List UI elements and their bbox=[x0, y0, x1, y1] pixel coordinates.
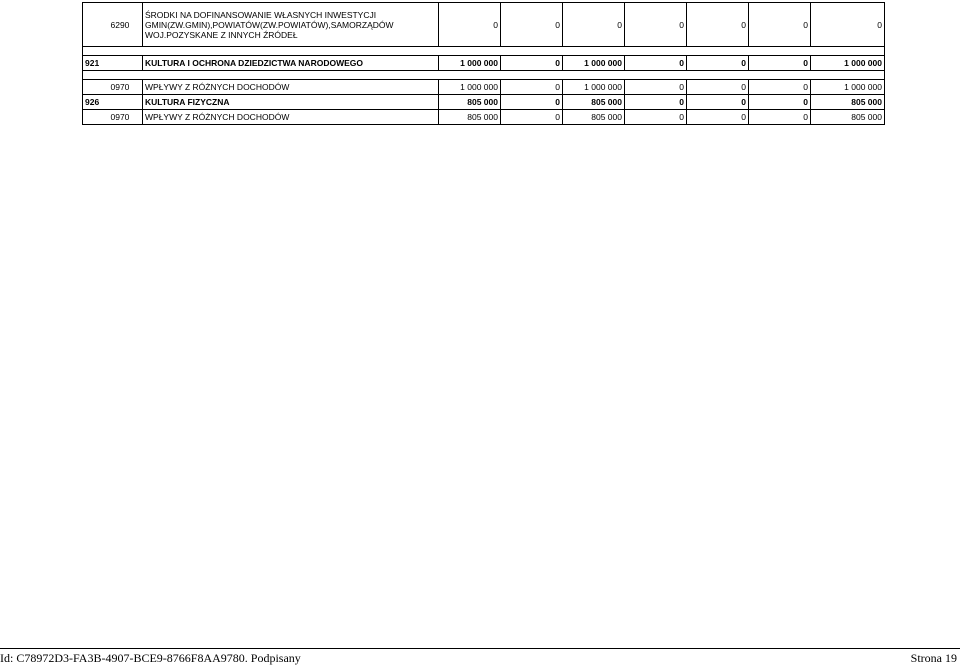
table-row bbox=[83, 56, 885, 71]
value-cell: 0 bbox=[749, 3, 811, 47]
value-cell: 0 bbox=[625, 80, 687, 95]
value-cell: 0 bbox=[625, 110, 687, 125]
value-cell: 0 bbox=[625, 95, 687, 110]
paragraf-cell: 6290 bbox=[109, 3, 143, 47]
value-cell: 0 bbox=[811, 3, 885, 47]
dzial-cell bbox=[83, 80, 109, 95]
value-cell: 1 000 000 bbox=[811, 56, 885, 71]
value-cell: 0 bbox=[501, 80, 563, 95]
value-cell: 0 bbox=[501, 56, 563, 71]
value-cell: 0 bbox=[501, 3, 563, 47]
name-cell: KULTURA FIZYCZNA bbox=[143, 95, 439, 110]
value-cell: 0 bbox=[749, 80, 811, 95]
value-cell: 0 bbox=[749, 56, 811, 71]
row-spacer bbox=[83, 47, 885, 56]
value-cell: 0 bbox=[687, 3, 749, 47]
dzial-cell: 921 bbox=[83, 56, 143, 71]
value-cell: 1 000 000 bbox=[439, 56, 501, 71]
value-cell: 0 bbox=[687, 80, 749, 95]
value-cell: 805 000 bbox=[811, 110, 885, 125]
name-cell: WPŁYWY Z RÓŻNYCH DOCHODÓW bbox=[143, 80, 439, 95]
dzial-cell bbox=[83, 3, 109, 47]
table-row bbox=[83, 3, 885, 47]
value-cell: 0 bbox=[687, 110, 749, 125]
dzial-cell bbox=[83, 110, 109, 125]
value-cell: 0 bbox=[749, 110, 811, 125]
value-cell: 0 bbox=[501, 95, 563, 110]
name-cell: WPŁYWY Z RÓŻNYCH DOCHODÓW bbox=[143, 110, 439, 125]
value-cell: 0 bbox=[439, 3, 501, 47]
dzial-cell: 926 bbox=[83, 95, 143, 110]
paragraf-cell: 0970 bbox=[109, 80, 143, 95]
value-cell: 0 bbox=[501, 110, 563, 125]
value-cell: 1 000 000 bbox=[439, 80, 501, 95]
budget-table bbox=[82, 2, 885, 125]
value-cell: 1 000 000 bbox=[563, 80, 625, 95]
value-cell: 0 bbox=[625, 56, 687, 71]
value-cell: 805 000 bbox=[563, 95, 625, 110]
row-spacer bbox=[83, 71, 885, 80]
table-row bbox=[83, 80, 885, 95]
value-cell: 1 000 000 bbox=[563, 56, 625, 71]
value-cell: 0 bbox=[687, 56, 749, 71]
value-cell: 805 000 bbox=[439, 95, 501, 110]
table-row bbox=[83, 110, 885, 125]
page-footer bbox=[0, 648, 960, 666]
value-cell: 0 bbox=[687, 95, 749, 110]
document-id-text: Id: C78972D3-FA3B-4907-BCE9-8766F8AA9780. Podpisany bbox=[0, 651, 301, 665]
name-cell: KULTURA I OCHRONA DZIEDZICTWA NARODOWEGO bbox=[143, 56, 439, 71]
value-cell: 1 000 000 bbox=[811, 80, 885, 95]
value-cell: 805 000 bbox=[563, 110, 625, 125]
table-row bbox=[83, 95, 885, 110]
value-cell: 0 bbox=[563, 3, 625, 47]
paragraf-cell: 0970 bbox=[109, 110, 143, 125]
page-number: Strona 19 bbox=[910, 651, 957, 665]
value-cell: 0 bbox=[749, 95, 811, 110]
name-cell: ŚRODKI NA DOFINANSOWANIE WŁASNYCH INWESTYCJI GMIN(ZW.GMIN),POWIATÓW(ZW.POWIATÓW),SAMORZĄDÓW WOJ.POZYSKANE Z INNYCH ŹRÓDEŁ bbox=[143, 3, 439, 47]
value-cell: 0 bbox=[625, 3, 687, 47]
value-cell: 805 000 bbox=[811, 95, 885, 110]
value-cell: 805 000 bbox=[439, 110, 501, 125]
